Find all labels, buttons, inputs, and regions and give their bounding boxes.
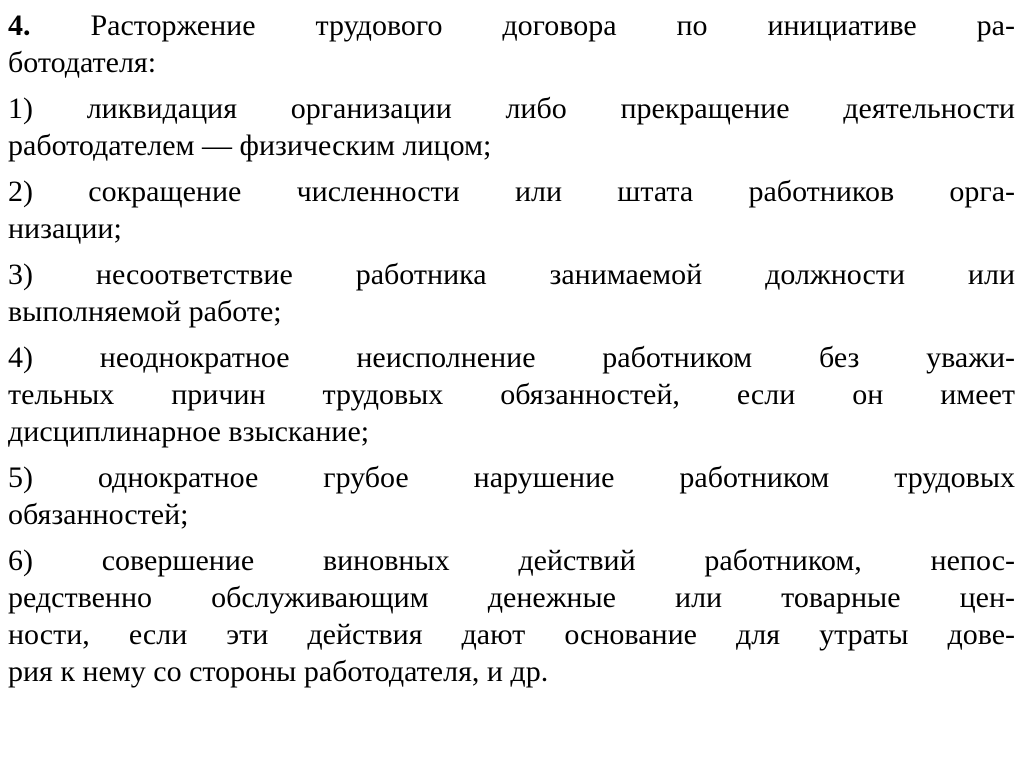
text-line: дисциплинарное взыскание; <box>8 415 370 448</box>
text-line: ботодателя: <box>8 46 157 79</box>
slide-text-block <box>8 7 1015 690</box>
item-number-bold: 4. <box>8 9 31 42</box>
text-line: рия к нему со стороны работодателя, и др. <box>8 655 549 688</box>
text-line: выполняемой работе; <box>8 295 282 328</box>
paragraph <box>8 256 1015 330</box>
text-line: редственно обслуживающим денежные или товарные цен- <box>8 581 1015 614</box>
text-line: 6) совершение виновных действий работником, непос- <box>8 544 1015 577</box>
paragraph <box>8 7 1015 81</box>
text-line: 4. Расторжение трудового договора по инициативе ра- <box>8 9 1015 42</box>
text-line: работодателем — физическим лицом; <box>8 129 492 162</box>
paragraph <box>8 542 1015 690</box>
paragraph <box>8 90 1015 164</box>
text-line: 4) неоднократное неисполнение работником без уважи- <box>8 341 1015 374</box>
text-line: 5) однократное грубое нарушение работником трудовых <box>8 461 1015 494</box>
text-line: 2) сокращение численности или штата работников орга- <box>8 175 1015 208</box>
text-line: обязанностей; <box>8 498 189 531</box>
text-line: ности, если эти действия дают основание для утраты дове- <box>8 618 1015 651</box>
text-line: 1) ликвидация организации либо прекращение деятельности <box>8 92 1015 125</box>
paragraph <box>8 459 1015 533</box>
text-line: 3) несоответствие работника занимаемой должности или <box>8 258 1015 291</box>
text-line: тельных причин трудовых обязанностей, если он имеет <box>8 378 1015 411</box>
paragraph <box>8 339 1015 450</box>
text-line: низации; <box>8 212 122 245</box>
paragraph <box>8 173 1015 247</box>
